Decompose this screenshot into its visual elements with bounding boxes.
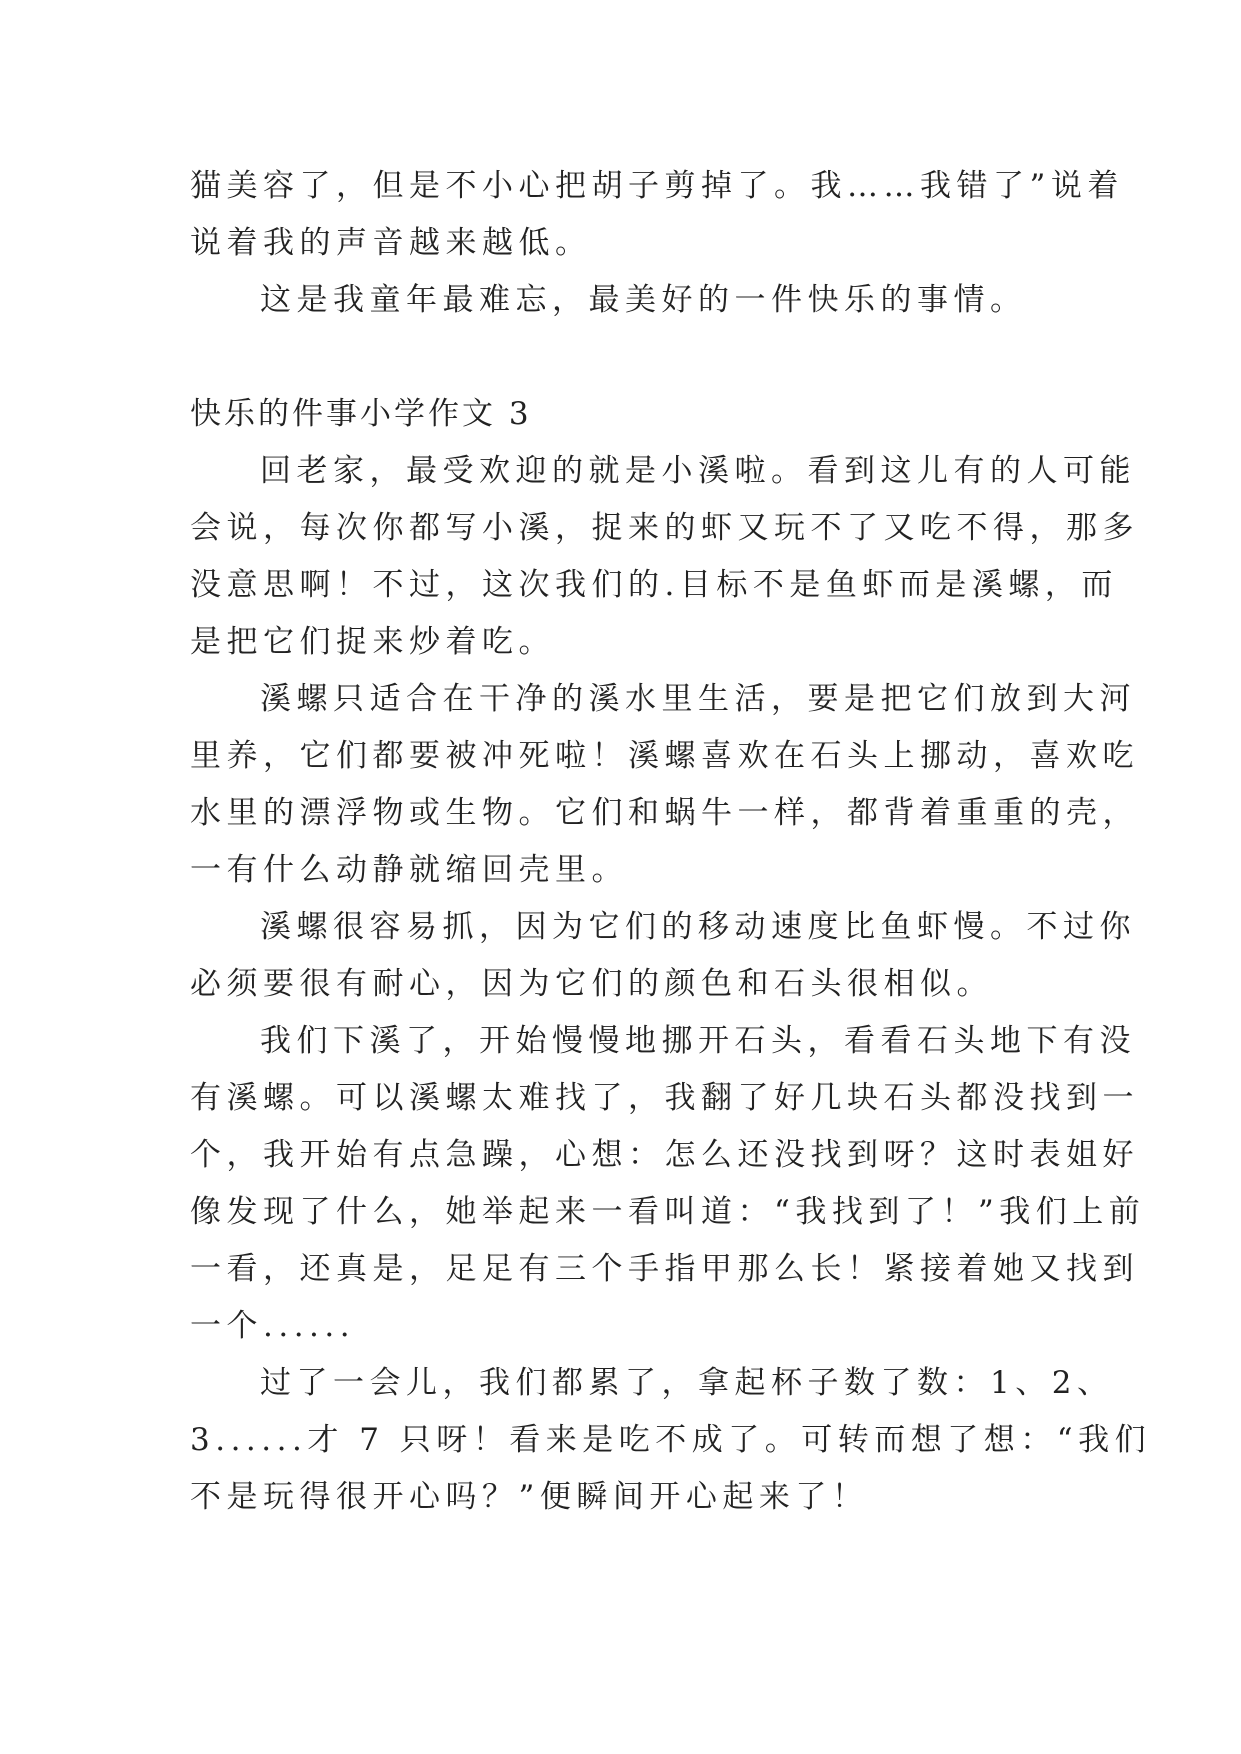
- text-line: 个，我开始有点急躁，心想：怎么还没找到呀？这时表姐好: [190, 1137, 1139, 1173]
- text-line: 像发现了什么，她举起来一看叫道：“我找到了！”我们上前: [190, 1194, 1146, 1230]
- paragraph: [190, 1013, 1146, 1355]
- text-line: 水里的漂浮物或生物。它们和蜗牛一样，都背着重重的壳，: [190, 795, 1139, 831]
- text-line: 过了一会儿，我们都累了，拿起杯子数了数：1、2、: [260, 1365, 1114, 1401]
- text-line: 回老家，最受欢迎的就是小溪啦。看到这儿有的人可能: [260, 453, 1136, 489]
- text-line: 一看，还真是，足足有三个手指甲那么长！紧接着她又找到: [190, 1251, 1139, 1287]
- text-line: 我们下溪了，开始慢慢地挪开石头，看看石头地下有没: [260, 1023, 1136, 1059]
- section-title: 快乐的件事小学作文 3: [190, 396, 532, 432]
- text-line: 猫美容了，但是不小心把胡子剪掉了。我……我错了”说着: [190, 168, 1124, 204]
- text-line: 3......才 7 只呀！看来是吃不成了。可转而想了想：“我们: [190, 1422, 1152, 1458]
- paragraph: [190, 671, 1139, 899]
- text-line: 不是玩得很开心吗？”便瞬间开心起来了！: [190, 1479, 869, 1515]
- text-line: 溪螺很容易抓，因为它们的移动速度比鱼虾慢。不过你: [260, 909, 1136, 945]
- text-line: 一个......: [190, 1308, 356, 1344]
- text-line: 必须要很有耐心，因为它们的颜色和石头很相似。: [190, 966, 993, 1002]
- text-line: 里养，它们都要被冲死啦！溪螺喜欢在石头上挪动，喜欢吃: [190, 738, 1139, 774]
- section-spacer: [190, 329, 1070, 386]
- text-line: 没意思啊！不过，这次我们的.目标不是鱼虾而是溪螺，而: [190, 567, 1118, 603]
- paragraph: [190, 899, 1136, 1013]
- closing-sentence: 这是我童年最难忘，最美好的一件快乐的事情。: [260, 282, 1027, 318]
- document-body: [190, 158, 1152, 1526]
- text-line: 说着我的声音越来越低。: [190, 225, 592, 261]
- text-line: 一有什么动静就缩回壳里。: [190, 852, 628, 888]
- text-line: 溪螺只适合在干净的溪水里生活，要是把它们放到大河: [260, 681, 1136, 717]
- paragraph: [190, 1355, 1152, 1526]
- paragraph: [190, 443, 1139, 671]
- text-line: 会说，每次你都写小溪，捉来的虾又玩不了又吃不得，那多: [190, 510, 1139, 546]
- text-line: 有溪螺。可以溪螺太难找了，我翻了好几块石头都没找到一: [190, 1080, 1139, 1116]
- text-line: 是把它们捉来炒着吃。: [190, 624, 555, 660]
